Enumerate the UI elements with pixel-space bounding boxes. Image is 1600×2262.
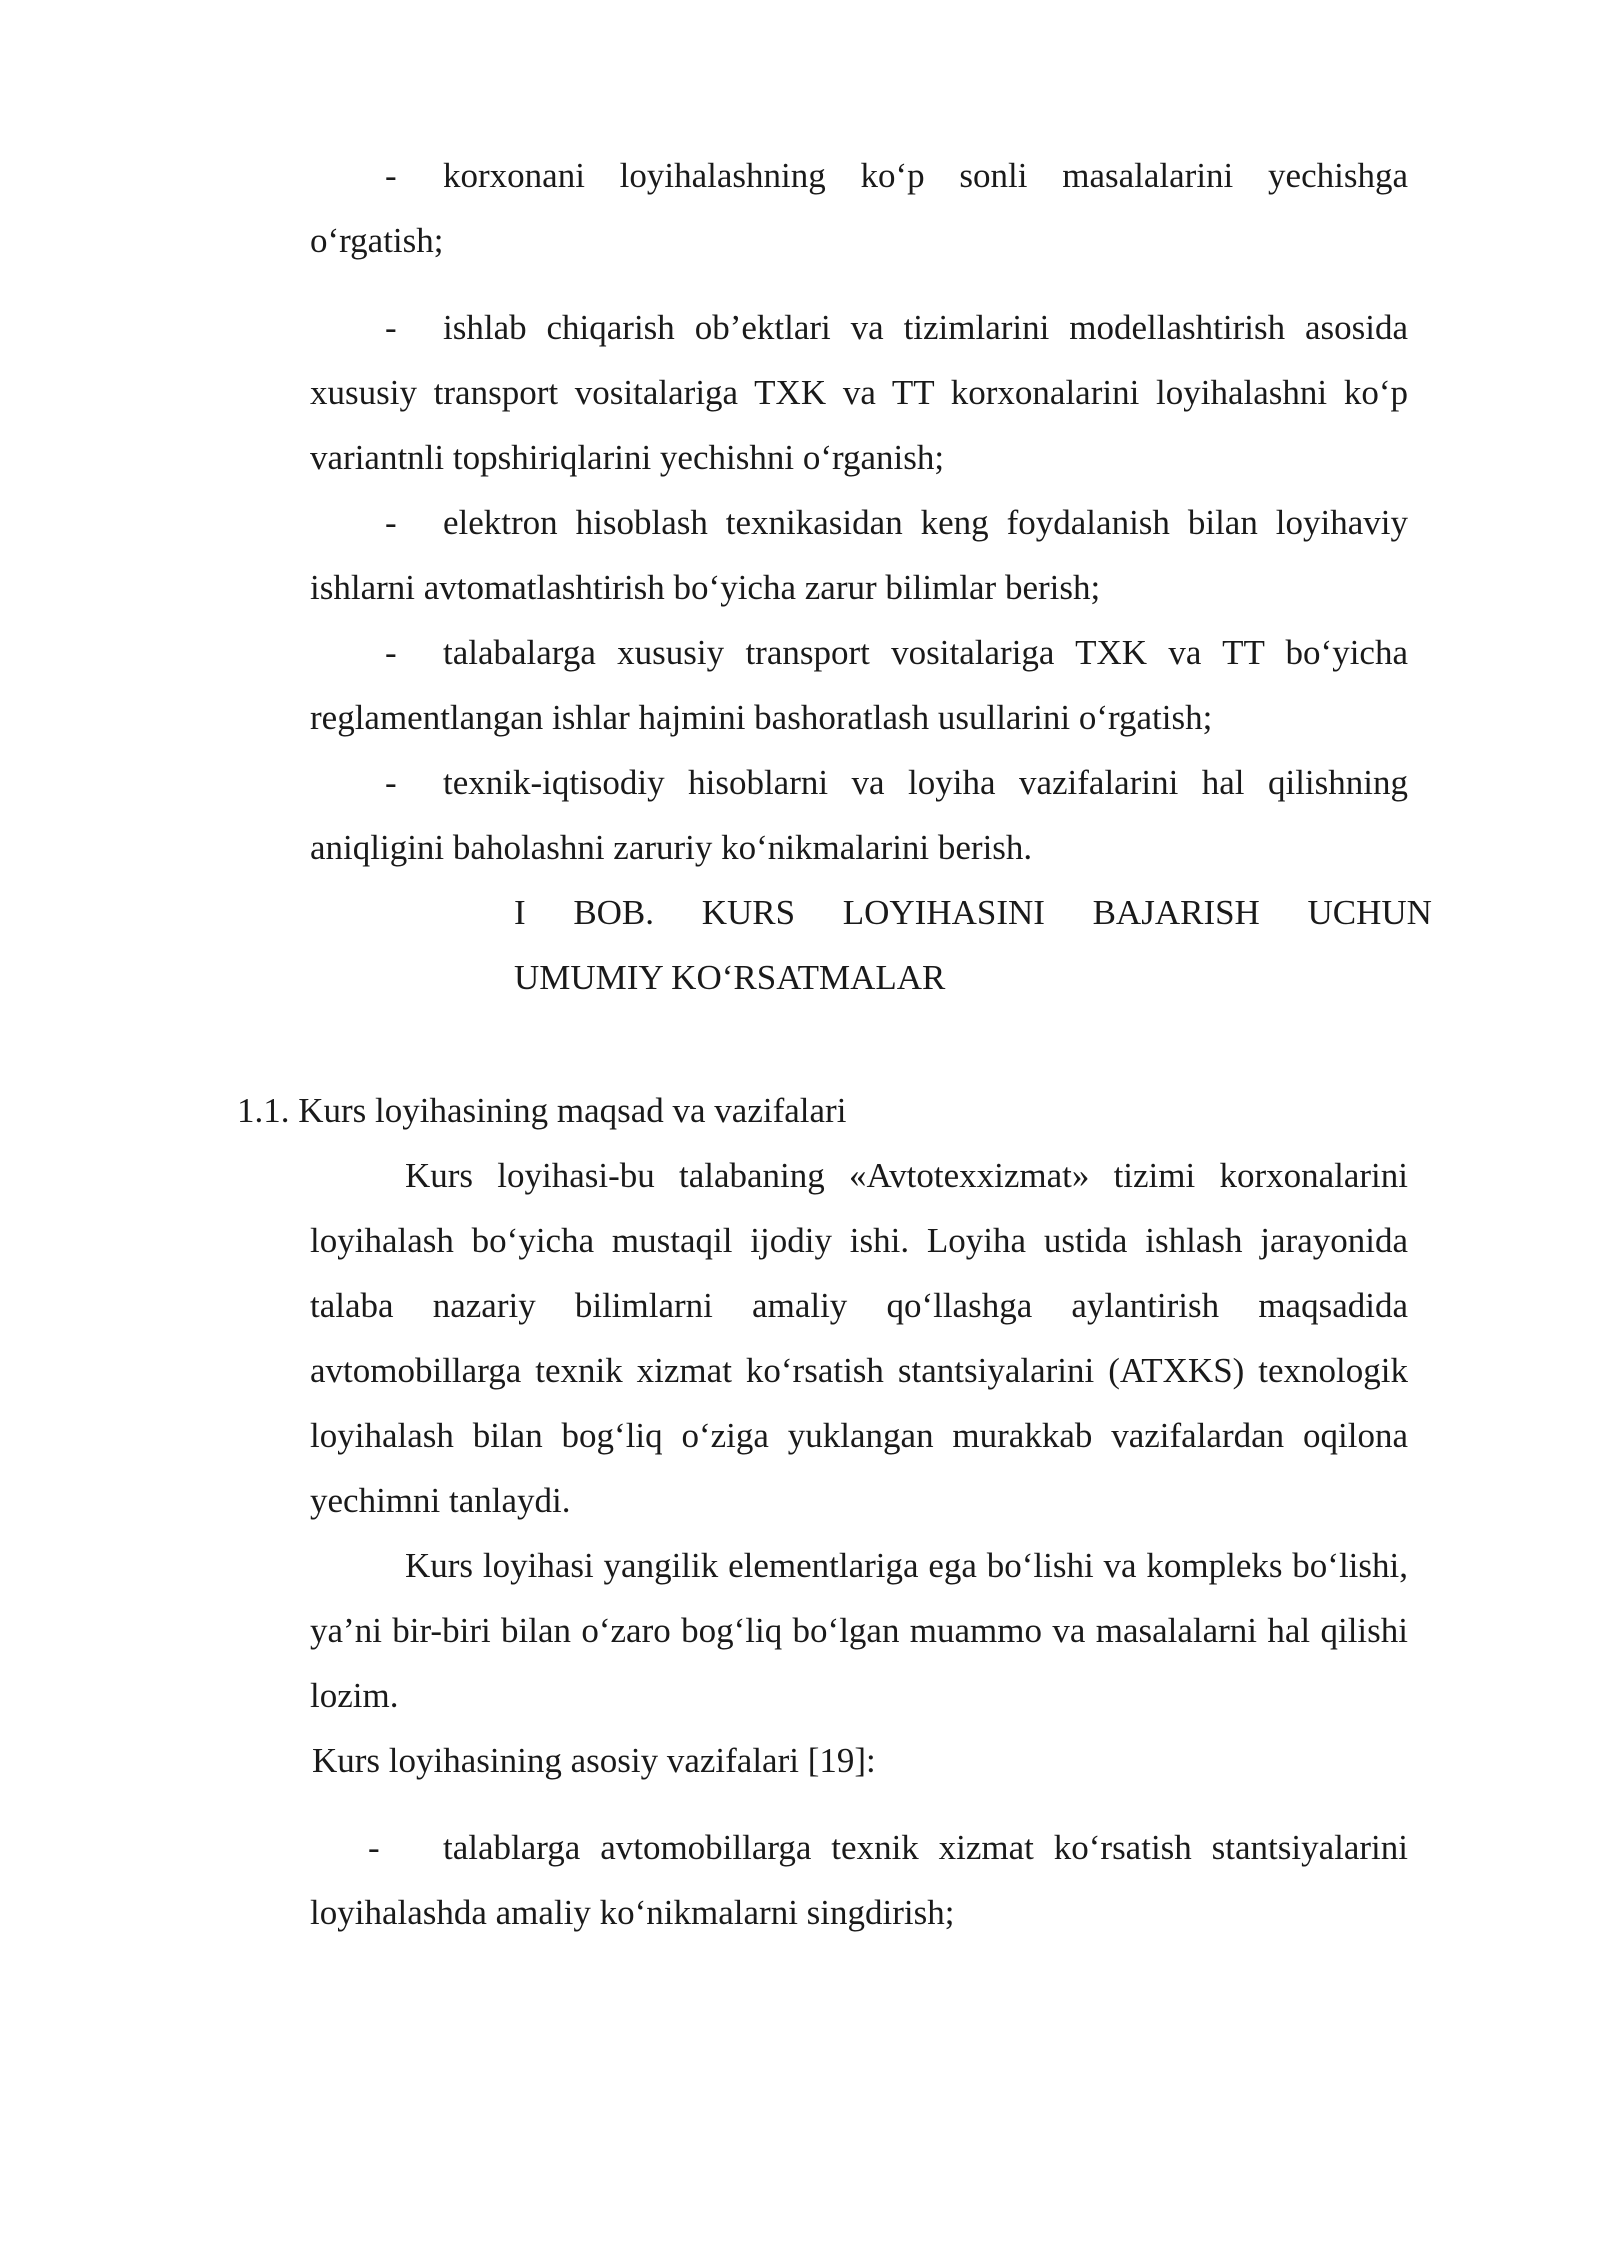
tasks-intro: Kurs loyihasining asosiy vazifalari [19]: [312,1741,876,1780]
paragraph-text: Kurs loyihasi-bu talabaning «Avtotexxizmat» tizimi korxonalarini loyihalash bo‘yicha mustaqil ijodiy ishi. Loyiha ustida ishlash jarayonida talaba nazariy bilimlarni amaliy qo‘llashga aylantirish maqsadida avtomobillarga texnik xizmat ko‘rsatish stantsiyalarini (ATXKS) texnologik loyihalash bilan bog‘liq o‘ziga yuklangan murakkab vazifalardan oqilona yechimni tanlaydi. [310,1156,1408,1520]
paragraph-text: Kurs loyihasi yangilik elementlariga ega bo‘lishi va kompleks bo‘lishi, ya’ni bir-biri bilan o‘zaro bog‘liq bo‘lgan muammo va masalalarni hal qilishi lozim. [310,1546,1408,1715]
bullet-dash: - [385,156,397,195]
bullet-dash: - [385,503,397,542]
bullet-dash: - [385,763,397,802]
bullet-item [310,490,1408,620]
bullet-item [310,295,1408,490]
bullet-item [310,750,1408,880]
chapter-heading [514,880,1432,1010]
bullet-item [310,1815,1408,1945]
bullet-item [310,620,1408,750]
chapter-heading-word: KURS [701,893,796,932]
bullet-text: talabalarga xususiy transport vositalariga TXK va TT bo‘yicha reglamentlangan ishlar hajmini bashoratlash usullarini o‘rgatish; [310,633,1408,737]
chapter-heading-word: BOB. [573,893,655,932]
bullet-text: elektron hisoblash texnikasidan keng foydalanish bilan loyihaviy ishlarni avtomatlashtirish bo‘yicha zarur bilimlar berish; [310,503,1408,607]
paragraph [310,1533,1408,1728]
chapter-heading-line-2: UMUMIY KO‘RSATMALAR [514,958,946,997]
bullet-text: texnik-iqtisodiy hisoblarni va loyiha vazifalarini hal qilishning aniqligini baholashni zaruriy ko‘nikmalarini berish. [310,763,1408,867]
section-title: 1.1. Kurs loyihasining maqsad va vazifalari [237,1091,847,1130]
paragraph [310,1143,1408,1533]
chapter-heading-word: I [514,893,526,932]
bullet-dash: - [368,1828,380,1867]
chapter-heading-word: BAJARISH [1092,893,1260,932]
chapter-heading-word: LOYIHASINI [842,893,1045,932]
chapter-heading-word: UCHUN [1307,893,1432,932]
chapter-heading-line-1 [514,880,1432,945]
bullet-dash: - [385,633,397,672]
bullet-text: ishlab chiqarish ob’ektlari va tizimlarini modellashtirish asosida xususiy transport vositalariga TXK va TT korxonalarini loyihalashni ko‘p variantnli topshiriqlarini yechishni o‘rganish; [310,308,1408,477]
bullet-item [310,143,1408,273]
bullet-text: korxonani loyihalashning ko‘p sonli masalalarini yechishga o‘rgatish; [310,156,1408,260]
bullet-text: talablarga avtomobillarga texnik xizmat ko‘rsatish stantsiyalarini loyihalashda amaliy ko‘nikmalarni singdirish; [310,1828,1408,1932]
bullet-dash: - [385,308,397,347]
